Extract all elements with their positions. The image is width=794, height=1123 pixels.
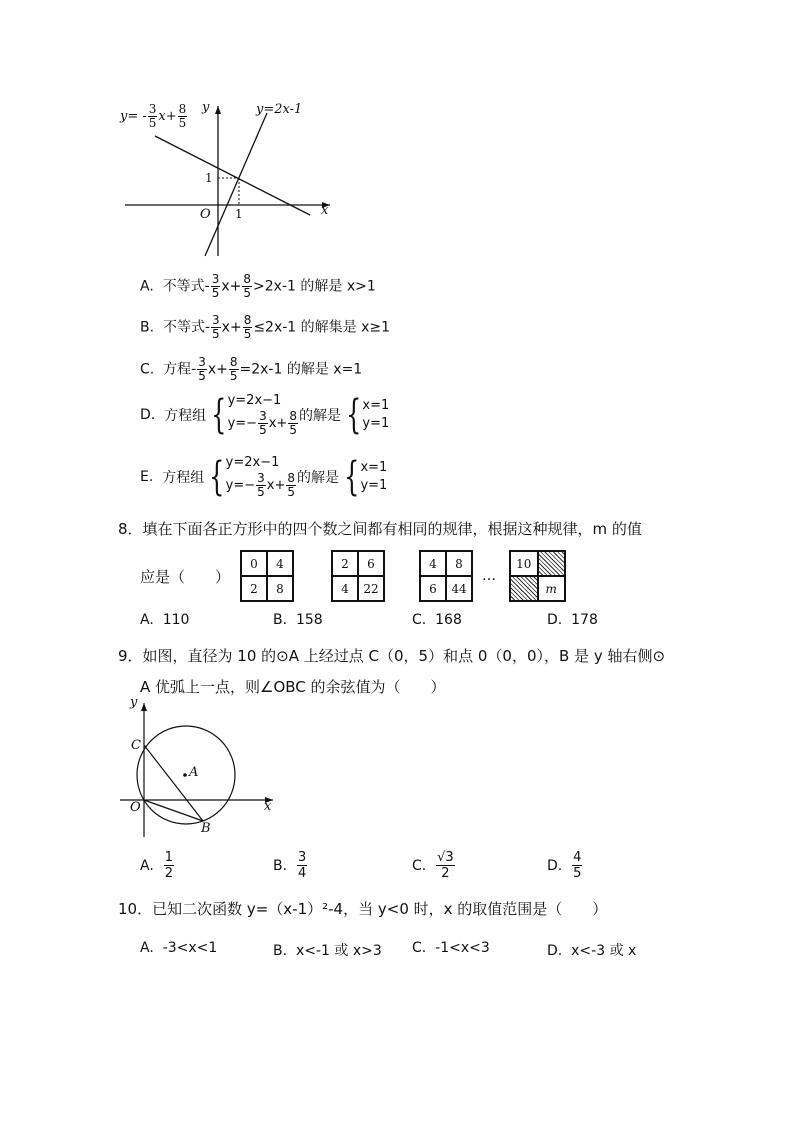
cell: 4 xyxy=(332,576,358,601)
hatched-cell xyxy=(538,551,566,576)
q9-stem-line1: 9．如图，直径为 10 的⊙A 上经过点 C（0，5）和点 0（0，0），B 是 y 轴右侧⊙ xyxy=(118,647,666,665)
q9-figure-svg xyxy=(115,695,285,840)
line-decreasing xyxy=(155,136,310,215)
q9-option-c[interactable]: C. $\frac{√3}{2}$ xyxy=(412,850,454,881)
q7-option-c[interactable]: C. 方程- $\frac{3}{5}$ x+ $\frac{8}{5}$ =2x-1 的解是 x=1 xyxy=(140,355,363,383)
cell: 4 xyxy=(420,551,446,576)
cell: 8 xyxy=(267,576,293,601)
segment-cb xyxy=(144,745,203,821)
cell: 4 xyxy=(267,551,293,576)
q10-option-c[interactable]: C. -1<x<3 xyxy=(412,940,490,956)
cell-m: m xyxy=(538,576,566,601)
q8-option-c[interactable]: C. 168 xyxy=(412,612,462,628)
q10-stem: 10．已知二次函数 y=（x-1）²-4，当 y<0 时，x 的取值范围是（ ） xyxy=(118,900,608,918)
cell: 8 xyxy=(446,551,472,576)
y-axis-arrow xyxy=(215,106,221,114)
q8-square-1 xyxy=(240,550,294,602)
graph-origin-label: O xyxy=(200,207,211,222)
q10-option-d[interactable]: D. x<-3 或 x xyxy=(547,943,637,959)
q8-ellipsis: … xyxy=(482,568,496,584)
graph-y-label: y xyxy=(202,100,210,115)
line-increasing xyxy=(205,113,267,256)
q7-option-a[interactable]: A. 不等式- $\frac{3}{5}$ x+ $\frac{8}{5}$ >2x-1 的解是 x>1 xyxy=(140,272,376,300)
y-axis-arrow xyxy=(141,703,147,711)
cell: 2 xyxy=(241,576,267,601)
q9-option-d[interactable]: D. $\frac{4}{5}$ xyxy=(547,850,582,881)
q8-stem-line2: 应是（ ） xyxy=(140,568,231,586)
q8-option-a[interactable]: A. 110 xyxy=(140,612,190,628)
q9-option-b[interactable]: B. $\frac{3}{4}$ xyxy=(273,850,307,881)
q8-square-4 xyxy=(509,550,566,602)
q10-option-a[interactable]: A. -3<x<1 xyxy=(140,940,218,956)
cell: 6 xyxy=(358,551,384,576)
q8-option-b[interactable]: B. 158 xyxy=(273,612,323,628)
q8-square-3 xyxy=(419,550,473,602)
cell: 0 xyxy=(241,551,267,576)
cell: 44 xyxy=(446,576,472,601)
q9-label-b: B xyxy=(201,821,211,836)
q9-label-c: C xyxy=(131,738,141,753)
graph-tick-x: 1 xyxy=(235,207,243,221)
q10-option-b[interactable]: B. x<-1 或 x>3 xyxy=(273,943,382,959)
hatched-cell xyxy=(510,576,538,601)
q8-stem-line1: 8．填在下面各正方形中的四个数之间都有相同的规律，根据这种规律，m 的值 xyxy=(118,520,642,538)
q7-option-d[interactable]: D. 方程组 { y=2x−1 y=− $\frac{3}{5}$ x+ $\frac{8}{5}$ 的解是 { x=1 y=1 xyxy=(140,391,390,438)
cell: 6 xyxy=(420,576,446,601)
cell: 2 xyxy=(332,551,358,576)
q9-figure xyxy=(115,695,285,840)
graph-x-label: x xyxy=(321,203,329,218)
q8-square-2 xyxy=(331,550,385,602)
q9-label-o: O xyxy=(130,800,141,815)
cell: 10 xyxy=(510,551,538,576)
q9-label-x: x xyxy=(264,799,272,814)
graph-line1-label: y= - $\frac{3}{5}$ x+ $\frac{8}{5}$ xyxy=(120,102,187,130)
q8-option-d[interactable]: D. 178 xyxy=(547,612,598,628)
graph-tick-y: 1 xyxy=(205,171,213,185)
q9-stem-line2: A 优弧上一点，则∠OBC 的余弦值为（ ） xyxy=(140,678,446,696)
cell: 22 xyxy=(358,576,384,601)
graph-line2-label: y=2x-1 xyxy=(256,102,303,117)
center-point xyxy=(183,773,187,777)
q9-label-y: y xyxy=(130,695,138,710)
q7-option-e[interactable]: E. 方程组 { y=2x−1 y=− $\frac{3}{5}$ x+ $\frac{8}{5}$ 的解是 { x=1 y=1 xyxy=(140,453,388,500)
q9-label-a: A xyxy=(189,765,199,780)
q7-option-b[interactable]: B. 不等式- $\frac{3}{5}$ x+ $\frac{8}{5}$ ≤2x-1 的解集是 x≥1 xyxy=(140,313,391,341)
q9-option-a[interactable]: A. $\frac{1}{2}$ xyxy=(140,850,173,881)
